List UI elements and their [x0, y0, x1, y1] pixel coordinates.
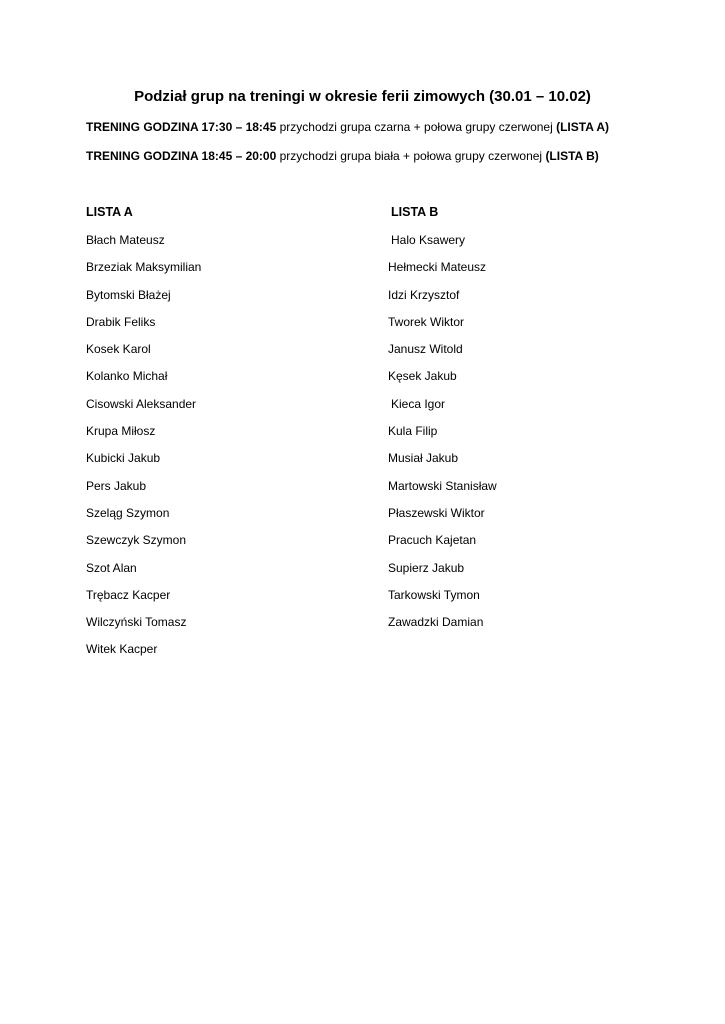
session-b-label: TRENING GODZINA 18:45 – 20:00: [86, 149, 277, 163]
list-item: Krupa Miłosz: [86, 424, 156, 439]
list-item: Wilczyński Tomasz: [86, 615, 187, 630]
session-a-list-ref: (LISTA A): [556, 120, 609, 134]
list-item: Kęsek Jakub: [388, 369, 457, 384]
list-item: Halo Ksawery: [391, 233, 466, 247]
list-item: Tarkowski Tymon: [388, 587, 480, 602]
session-a-text: przychodzi grupa czarna + połowa grupy czerwonej: [276, 120, 557, 134]
list-item: Kubicki Jakub: [86, 451, 161, 466]
list-item: Idzi Krzysztof: [388, 287, 460, 302]
list-item: Supierz Jakub: [388, 560, 465, 575]
list-item: Pers Jakub: [86, 478, 147, 493]
list-item: Zawadzki Damian: [388, 615, 484, 630]
list-item: Błach Mateusz: [86, 233, 165, 247]
session-line-b: [86, 149, 599, 163]
list-item: Martowski Stanisław: [388, 478, 497, 493]
list-item: Bytomski Błażej: [86, 287, 171, 302]
list-item: Kosek Karol: [86, 342, 151, 357]
list-item: Tworek Wiktor: [388, 314, 465, 329]
lista-b-header: LISTA B: [391, 205, 439, 219]
list-item: Kula Filip: [388, 424, 438, 439]
list-item: Trębacz Kacper: [86, 587, 171, 602]
lista-a-header: LISTA A: [86, 205, 133, 219]
list-item: Drabik Feliks: [86, 314, 156, 329]
document-title: Podział grup na treningi w okresie ferii zimowych (30.01 – 10.02): [134, 88, 591, 105]
list-item: Witek Kacper: [86, 642, 158, 657]
list-item: Szewczyk Szymon: [86, 533, 187, 548]
lista-a-names: [86, 233, 201, 670]
list-item: Cisowski Aleksander: [86, 396, 197, 411]
list-item: Musiał Jakub: [388, 451, 459, 466]
list-item: Hełmecki Mateusz: [388, 260, 487, 275]
list-item: Kolanko Michał: [86, 369, 168, 384]
session-a-label: TRENING GODZINA 17:30 – 18:45: [86, 120, 277, 134]
session-b-list-ref: (LISTA B): [545, 149, 599, 163]
lista-b-names: [388, 233, 497, 642]
session-line-a: [86, 120, 609, 134]
list-item: Pracuch Kajetan: [388, 533, 477, 548]
list-item: Szot Alan: [86, 560, 137, 575]
session-b-text: przychodzi grupa biała + połowa grupy czerwonej: [276, 149, 546, 163]
list-item: Płaszewski Wiktor: [388, 505, 485, 520]
list-item: Janusz Witold: [388, 342, 463, 357]
list-item: Szeląg Szymon: [86, 505, 170, 520]
list-item: Kieca Igor: [391, 396, 446, 411]
list-item: Brzeziak Maksymilian: [86, 260, 202, 275]
